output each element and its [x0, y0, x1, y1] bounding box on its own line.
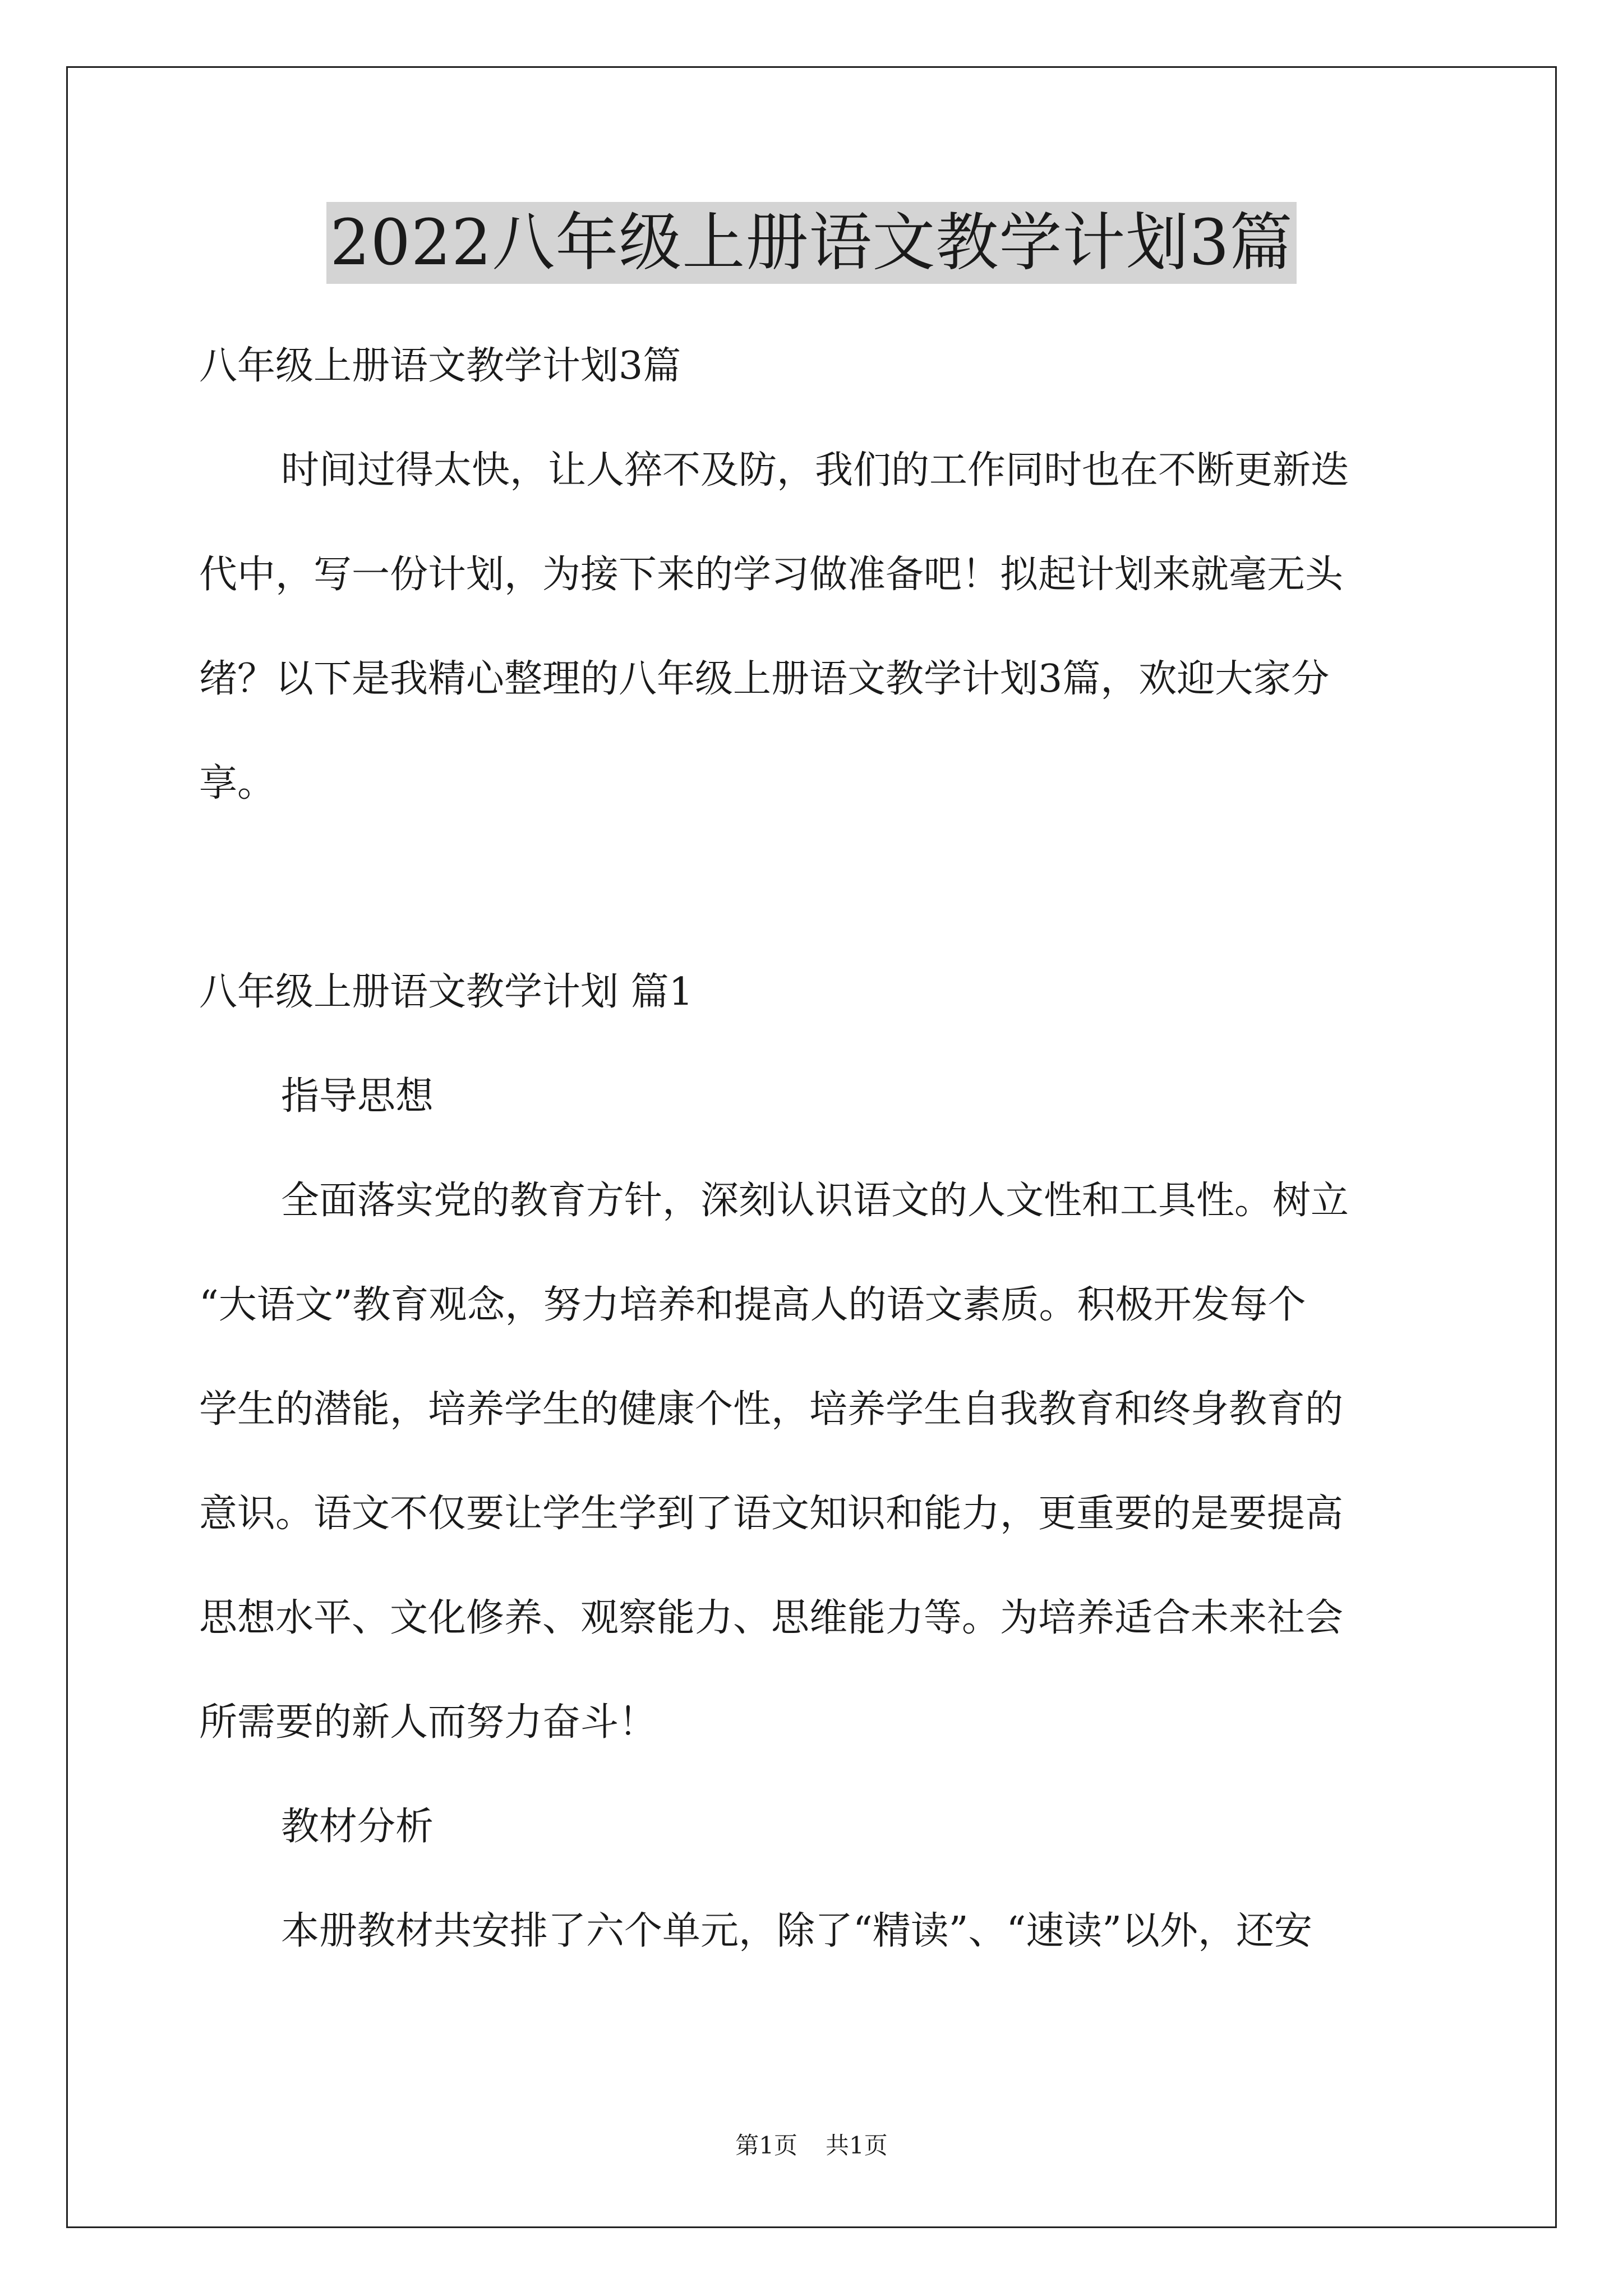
title-area	[0, 202, 1623, 284]
page-footer	[0, 2129, 1623, 2162]
material-line-1: 本册教材共安排了六个单元，除了“精读”、“速读”以外，还安	[281, 1909, 1313, 1953]
page-number: 第1页	[735, 2132, 797, 2159]
guiding-heading: 指导思想	[281, 1074, 434, 1119]
guiding-line-6: 所需要的新人而努力奋斗！	[199, 1700, 657, 1745]
guiding-line-3: 学生的潜能，培养学生的健康个性，培养学生自我教育和终身教育的	[199, 1387, 1344, 1432]
section-heading: 八年级上册语文教学计划 篇1	[199, 970, 693, 1014]
document-body	[199, 314, 1427, 1984]
material-heading: 教材分析	[281, 1805, 434, 1849]
guiding-line-4: 意识。语文不仅要让学生学到了语文知识和能力，更重要的是要提高	[199, 1492, 1344, 1536]
intro-text: 时间过得太快，让人猝不及防，我们的工作同时也在不断更新迭	[281, 448, 1349, 493]
guiding-line-2: “大语文”教育观念，努力培养和提高人的语文素质。积极开发每个	[199, 1283, 1306, 1327]
page-total: 共1页	[826, 2132, 888, 2159]
guiding-line-5: 思想水平、文化修养、观察能力、思维能力等。为培养适合未来社会	[199, 1596, 1344, 1640]
document-title: 2022八年级上册语文教学计划3篇	[326, 202, 1296, 284]
intro-line-3: 绪？以下是我精心整理的八年级上册语文教学计划3篇，欢迎大家分	[199, 657, 1330, 701]
guiding-line-1: 全面落实党的教育方针，深刻认识语文的人文性和工具性。树立	[281, 1179, 1349, 1223]
intro-line-2: 代中，写一份计划，为接下来的学习做准备吧！拟起计划来就毫无头	[199, 553, 1344, 597]
intro-line-1	[199, 418, 1427, 523]
subtitle: 八年级上册语文教学计划3篇	[199, 344, 681, 388]
section-spacer	[199, 836, 1427, 940]
intro-line-4: 享。	[199, 761, 276, 806]
